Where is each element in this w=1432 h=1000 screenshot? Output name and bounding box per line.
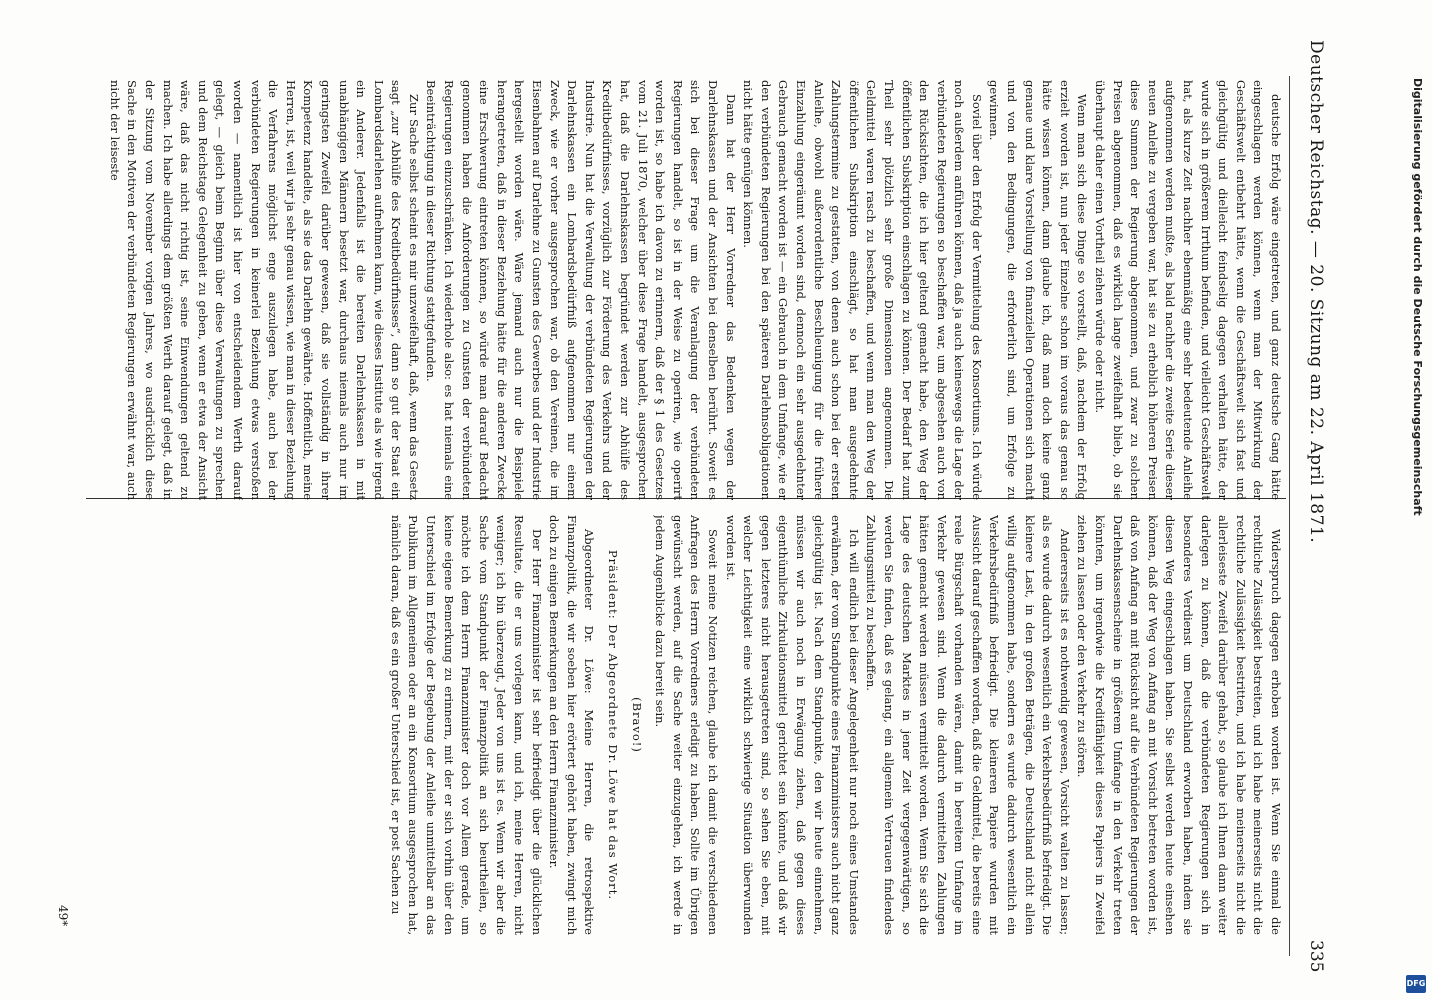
right-paragraph: Widerspruch dagegen erhoben worden ist. Wenn Sie einmal die rechtliche Zulässigkeit bestreiten, und ich habe meinerseits nicht die rechtliche Zulässigkeit bestritten, und ich habe meinerseits nicht die allerleiseste Zweifel darüber gehabt, so glaube ich Ihnen dann weiter darlegen zu können, daß die verbündeten Regierungen sich in besonderes Verdienst um Deutschland erworben haben, indem sie diesen Weg eingeschlagen haben. Sie selbst werden heute einsehen können, daß der Weg von Anfang an mit Vorsicht betreten worden ist, daß von Anfang an mit Rücksicht auf die Verbündeten Regierungen der Darlehnskassenscheine in größerem Umfange in den Verkehr treten könnten, um irgendwie die Kreditfähigkeit dieses Papiers in Zweifel ziehen zu lassen oder den Verkehr zu stören. [1075,515,1283,935]
header-rule [1289,76,1290,956]
applause-note: (Bravo!) [629,697,644,753]
left-paragraph: Dann hat der Herr Vorredner das Bedenken wegen der Darlehnskassen und der Ansichten bei denselben berührt. Soweit es sich bei dieser Frage um die Veranlagung der verbündeten Regierungen handelt, so ist in der Weise zu operiren, wie operirt worden ist, so habe ich davon zu erinnern, daß der § 1 des Gesetzes vom 21. Juli 1870, welcher über diese Frage handelt, ausgesprochen hat, daß die Darlehnskassen begründet werden zur Abhülfe des Kreditbedürfnisses, vorzüglich zur Förderung des Verkehrs und der Industrie. Nun hat die Verwaltung der verbündeten Regierungen der Darlehnskassen ein Lombardsbedürfniß aufgenommen nur einem Zweck, wie er vorher ausgesprochen war, ob den Vereinen, die im Eisenbahnen auf Darlehne zu Gunsten des Gewerbes und der Industrie hergestellt worden wäre. Wäre jemand auch nur die Beispiele herangetreten, daß in dieser Beziehung hätte für die anderen Zwecke eine Erschwerung eintreten können, so würde man darauf Bedacht genommen haben die Anforderungen zu Gunsten der verbündeten Regierungen einzuschränken. Ich wiederhole also: es hat niemals eine Beeinträchtigung in dieser Richtung stattgefunden. [424,80,738,500]
left-paragraph: Zur Sache selbst scheint es mir unzweifelhaft, daß, wenn das Gesetz sagt „zur Abhülfe des Kreditbedürfnisses“, dann so gut der Staat ein Lombardsdarlehen aufnehmen kann, wie dieses Institute als wie irgend ein Anderer. Jedenfalls ist die bereiten Darlehnskassen in mit unabhängigen Männern besetzt war, durchaus niemals auch nur im geringsten Zweifel darüber gewesen, daß sie vollständig in ihrer Kompetenz handelte, als sie das Darlehn gewährte. Hoffentlich, meine Herren, ist, weil wir ja sehr genau wissen, wie man in dieser Beziehung die Verfahrens möglichst enge auszulegen habe, auch bei der verbündeten Regierungen in keinerlei Beziehung etwas verstoßen worden — namentlich ist hier von entscheidendem Werth darauf gelegt, — gleich beim Beginn über diese Verwaltungen zu sprechen und dem Reichstage Gelegenheit zu geben, wenn er etwa der Ansicht wäre, daß das nicht richtig ist, seine Einwendungen geltend zu machen. Ich habe allerdings dem größten Werth darauf gelegt, daß in der Sitzung vom November vorigen Jahres, wo ausdrücklich diese Sache in den Motiven der verbündeten Regierungen erwähnt war, auch nicht der leiseste [107,80,421,500]
right-paragraph: Abgeordneter Dr. Löwe: Meine Herren, die retrospektive Finanzpolitik, die wir soeben hier erörtert gehört haben, zwingt mich doch zu einigen Bemerkungen an den Herrn Finanzminister. [547,515,597,935]
left-paragraph: Wenn man sich diese Dinge so vorstellt, daß, nachdem der Erfolg erzielt worden ist, nun jeder Einzelne schon im voraus das genau so hätte wissen können, dann glaube ich, daß man doch keine ganz genaue und klare Vorstellung von finanziellen Operationen sich macht und von den Bedingungen, die erforderlich sind, um Erfolge zu gewinnen. [987,80,1090,500]
dfg-logo-icon: DFG [1406,975,1426,993]
header-page-number: 335 [1306,940,1326,973]
header-title: Deutscher Reichstag. — 20. Sitzung am 22. April 1871. [1306,40,1326,544]
right-paragraph: Ich will endlich bei dieser Angelegenheit nur noch eines Umstandes erwähnen, der vom Standpunkte eines Finanzministers auch nicht ganz gleichgültig ist. Nach dem Standpunkte, den wir heute einnehmen, müssen wir auch noch in Erwägung ziehen, daß gegen dieses eigenthümliche Zirkulationsmittel gerichtet sein könnte, und daß wir gegen letzteres nicht herausgetreten sind, so sehen Sie eben, mit welcher Leichtigkeit eine wirklich schwierige Situation überwunden worden ist. [723,515,861,935]
digitization-credit [1404,78,1428,998]
page-header [1300,0,1330,1000]
right-paragraph: Der Herr Finanzminister ist sehr befriedigt über die glücklichen Resultate, die er uns vorlegen kann, und ich, meine Herren, nicht weniger; ich bin überzeugt, Jeder von uns ist es. Wenn wir aber die Sache vom Standpunkt der Finanzpolitik an sich beurtheilen, so möchte ich dem Herrn Finanzminister doch vor Allem gerade, um keine eigene Bemerkung zu erinnern, mit der er sich vorhin über den Unterschied im Erfolge der Begebung der Anleihe unmittelbar an das Publikum im Allgemeinen oder an ein Konsortium ausgesprochen hat, nämlich daran, daß es ein großer Unterschied ist, er post Sachen zu [388,515,544,935]
page-footer-signature: 49* [56,905,70,927]
right-paragraph: Andererseits ist es nothwendig gewesen, Vorsicht walten zu lassen; als es wurde dadurch wesentlich ein Verkehrsbedürfniß befriedigt. Die kleinere Last, in den großen Beträgen, die Deutschland nicht allein willig aufgenommen habe, sondern es wurde dadurch wesentlich ein Verkehrsbedürfniß befriedigt. Die kleineren Papiere wurden mit Aussicht darauf geschaffen worden, daß die Geldmittel, die bereits eine reale Bürgschaft vorhanden wären, damit in bereitem Umfange im Verkehr gewesen sind. Wenn die dadurch vermittelten Zahlungen hätten gemacht werden müssen vermittelt worden. Wenn Sie sich die Lage des deutschen Marktes in jener Zeit vergegenwärtigen, so werden Sie finden, daß es gelang, ein allgemein Vertrauen findendes Zahlungsmittel zu beschaffen. [864,515,1072,935]
left-paragraph: Soviel über den Erfolg der Vermittelung des Konsortiums. Ich würde noch außerdem anführen können, daß ja auch keineswegs die Lage der verbündeten Regierungen so beschaffen war, um abgesehen auch von den Rücksichten, die ich hier geltend gemacht habe, den Weg der öffentlichen Subskription einschlagen zu können. Der Bedarf hat zum Theil sehr plötzlich sehr große Dimensionen angenommen. Die Geldmittel waren rasch zu beschaffen, und wenn man den Weg der öffentlichen Subskription einschlägt, so hat man ausgedehnte Zahlungstermine zu gestatten, von denen auch schon bei der ersten Anleihe, obwohl außerordentliche Beschleunigung für die frühere Einzahlung eingeräumt worden sind, dennoch ein sehr ausgedehnter Gebrauch gemacht worden ist — ein Gebrauch in dem Umfange, wie er den verbündeten Regierungen bei den späteren Darlehnsobligationen nicht hätte genügen können. [741,80,984,500]
right-paragraph: Soweit meine Notizen reichen, glaube ich damit die verschiedenen Anfragen des Herrn Vorredners erledigt zu haben. Sollte im Übrigen gewünscht werden, auf die Sache weiter einzugehen, ich werde in jedem Augenblicke dazu bereit sein. [653,515,720,935]
speaker-line: Präsident: Der Abgeordnete Dr. Löwe hat das Wort. [606,549,621,901]
left-paragraph: deutsche Erfolg wäre eingetreten, und ganz deutsche Gang hätte eingeschlagen werden können, wenn man der Mitwirkung der Geschäftswelt entbehrt hätte, wenn die Geschäftswelt sich fast und gleichgültig und dielleicht feindselig dagegen verhalten hätte, der wurde sich in größerem Irrthum befinden, und vielleicht Geschäftswelt hat, als kurze Zeit nachher ebenmäßig eine sehr bedeutende Anleihe aufgenommen werden mußte, als bald nachher die zweite Serie dieser neuen Anleihe zu vergeben war, hat sie zu erheblich höheren Preisen diese Summen der Regierung abgenommen, und zwar zu solchen Preisen abgenommen, daß es wirklich lange zweifelhaft blieb, ob sie überhaupt daher einen Vortheil ziehen würde oder nicht. [1093,80,1283,500]
left-column [44,80,1284,500]
right-column [44,515,1284,935]
digitization-credit-text: Digitalisierung gefördert durch die Deutsche Forschungsgemeinschaft [1411,78,1424,516]
